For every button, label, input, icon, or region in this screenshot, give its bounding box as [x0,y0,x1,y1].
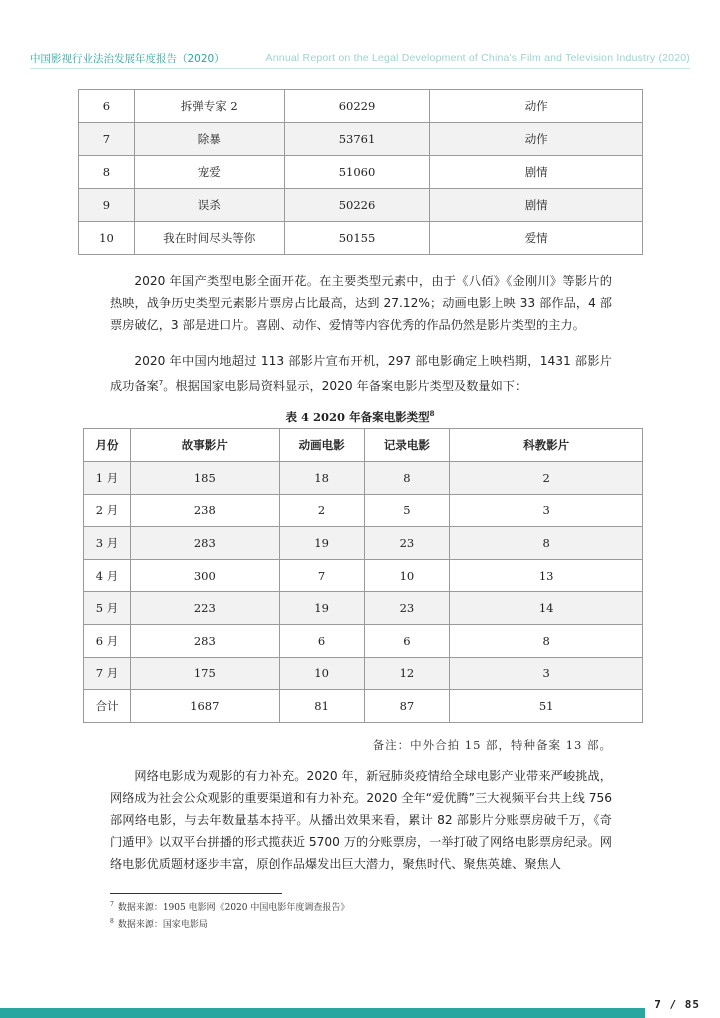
genre-cell: 动作 [430,123,643,156]
header-title-en: Annual Report on the Legal Development of China's Film and Television Industry (2020) [265,52,690,64]
animation-cell: 81 [279,690,364,723]
table-header-row [84,429,643,462]
month-cell: 1 月 [84,462,131,495]
feature-cell: 283 [130,527,279,560]
feature-cell: 223 [130,592,279,625]
film-title-cell: 除暴 [134,123,284,156]
text-after: 。根据国家电影局资料显示，2020 年备案电影片类型及数量如下： [163,379,528,394]
documentary-cell: 6 [364,624,450,657]
science-cell: 2 [450,462,643,495]
rank-cell: 7 [79,123,135,156]
film-title-cell: 误杀 [134,189,284,222]
page-number: 7 / 85 [654,998,700,1011]
month-cell: 2 月 [84,494,131,527]
table-row [84,494,643,527]
text-before: 2020 年中国内地超过 113 部影片宣布开机，297 部电影确定上映档期，1431 部影片成功备案 [110,354,612,394]
footnotes [110,898,349,932]
science-cell: 3 [450,494,643,527]
header-title-cn: 中国影视行业法治发展年度报告（2020） [30,53,225,65]
table-row [84,462,643,495]
footnote-ref-8: 8 [429,409,435,419]
paragraph-text: 网络电影成为观影的有力补充。2020 年，新冠肺炎疫情给全球电影产业带来严峻挑战，网络成为社会公众观影的重要渠道和有力补充。2020 全年“爱优腾”三大视频平台共上线 756 部网络电影，与去年数量基本持平。从播出效果来看，累计 82 部影片分账票房破千万，《奇门遁甲》以双平台拼播的形式揽获近 5700 万的分账票房，一举打破了网络电影票房纪录。网络电影优质题材逐步丰富，原创作品爆发出巨大潜力，聚焦时代、聚焦英雄、聚焦人 [110,769,612,871]
box-office-cell: 50226 [284,189,430,222]
documentary-cell: 23 [364,527,450,560]
table-row [84,624,643,657]
footnote-7 [110,898,349,915]
caption-text: 表 4 2020 年备案电影类型 [285,410,430,424]
feature-cell: 300 [130,559,279,592]
table-caption [0,409,720,425]
feature-cell: 283 [130,624,279,657]
table-row [79,189,643,222]
animation-cell: 2 [279,494,364,527]
footnote-number: 7 [110,901,114,908]
film-title-cell: 我在时间尽头等你 [134,222,284,255]
science-cell: 8 [450,527,643,560]
rank-cell: 6 [79,90,135,123]
table-row [84,657,643,690]
table-row [79,156,643,189]
box-office-cell: 51060 [284,156,430,189]
genre-cell: 剧情 [430,156,643,189]
column-header: 动画电影 [279,429,364,462]
genre-cell: 动作 [430,90,643,123]
column-header: 科教影片 [450,429,643,462]
paragraph-online-films [110,765,612,875]
paragraph-registration [110,350,612,397]
table-row [84,592,643,625]
table-row [79,90,643,123]
science-cell: 14 [450,592,643,625]
animation-cell: 19 [279,527,364,560]
science-cell: 13 [450,559,643,592]
box-office-table-continued [78,89,643,255]
science-cell: 3 [450,657,643,690]
column-header: 故事影片 [130,429,279,462]
footnote-number: 8 [110,918,114,925]
rank-cell: 10 [79,222,135,255]
documentary-cell: 8 [364,462,450,495]
footer-accent-bar [0,1008,645,1018]
table-total-row [84,690,643,723]
feature-cell: 175 [130,657,279,690]
science-cell: 8 [450,624,643,657]
genre-cell: 爱情 [430,222,643,255]
month-cell: 3 月 [84,527,131,560]
table-row [79,222,643,255]
animation-cell: 7 [279,559,364,592]
table-note: 备注：中外合拍 15 部，特种备案 13 部。 [372,738,612,752]
animation-cell: 18 [279,462,364,495]
footnote-8 [110,915,349,932]
documentary-cell: 5 [364,494,450,527]
footnote-divider [110,893,282,894]
genre-cell: 剧情 [430,189,643,222]
month-cell: 5 月 [84,592,131,625]
box-office-cell: 53761 [284,123,430,156]
paragraph-text: 2020 年国产类型电影全面开花。在主要类型元素中，由于《八佰》《金刚川》等影片的热映，战争历史类型元素影片票房占比最高，达到 27.12%；动画电影上映 33 部作品，4 部票房破亿，3 部是进口片。喜剧、动作、爱情等内容优秀的作品仍然是影片类型的主力。 [110,274,612,332]
table-row [84,559,643,592]
footnote-text: 数据来源：国家电影局 [117,920,208,930]
rank-cell: 9 [79,189,135,222]
documentary-cell: 12 [364,657,450,690]
table-row [79,123,643,156]
documentary-cell: 10 [364,559,450,592]
column-header: 月份 [84,429,131,462]
column-header: 记录电影 [364,429,450,462]
paragraph-text [110,350,612,397]
film-title-cell: 宠爱 [134,156,284,189]
film-title-cell: 拆弹专家 2 [134,90,284,123]
box-office-cell: 60229 [284,90,430,123]
feature-cell: 238 [130,494,279,527]
footnote-ref-7: 7 [158,379,164,387]
month-cell: 合计 [84,690,131,723]
table-row [84,527,643,560]
documentary-cell: 23 [364,592,450,625]
month-cell: 6 月 [84,624,131,657]
month-cell: 4 月 [84,559,131,592]
box-office-cell: 50155 [284,222,430,255]
paragraph-genre-overview [110,270,612,336]
documentary-cell: 87 [364,690,450,723]
feature-cell: 185 [130,462,279,495]
page-header [30,48,690,69]
science-cell: 51 [450,690,643,723]
animation-cell: 6 [279,624,364,657]
rank-cell: 8 [79,156,135,189]
month-cell: 7 月 [84,657,131,690]
footnote-text: 数据来源：1905 电影网《2020 中国电影年度调查报告》 [117,903,350,913]
animation-cell: 10 [279,657,364,690]
animation-cell: 19 [279,592,364,625]
feature-cell: 1687 [130,690,279,723]
registered-films-table [83,428,643,723]
